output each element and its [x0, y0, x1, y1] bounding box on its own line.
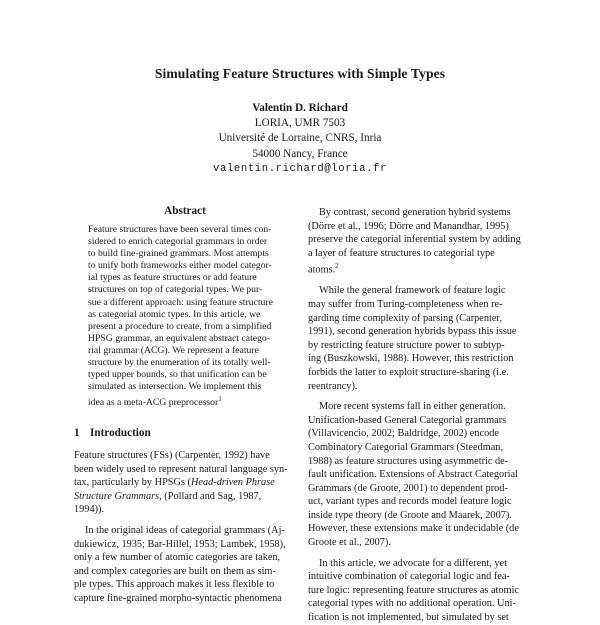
text-line: present a procedure to create, from a simplified: [88, 320, 272, 332]
text-line: Grammars (de Groote, 2001) to dependent prod-: [308, 482, 508, 494]
text-line: uct, variant types and records model feature logic: [308, 496, 512, 508]
text-line: Unification-based General Categorial grammars: [308, 414, 507, 426]
author-affiliation-2: Université de Lorraine, CNRS, Inria: [218, 132, 382, 145]
text-line: preserve the categorial inferential system by adding: [308, 234, 521, 246]
section-number: 1: [74, 427, 80, 439]
text-line: as categorial atomic types. In this article, we: [88, 308, 261, 320]
text-line: inside type theory (de Groote and Maarek, 2007).: [308, 509, 512, 521]
text-line: a layer of feature structures to categorial type: [308, 247, 495, 259]
right-column-body: [308, 206, 530, 625]
paragraph: [308, 206, 530, 277]
section-heading: [74, 427, 151, 439]
text-line: Groote et al., 2007).: [308, 537, 391, 549]
text-line: typed upper bounds, so that unification can be: [88, 369, 267, 381]
section-title: Introduction: [90, 427, 151, 439]
text-line: ial types as feature structures or add feature: [88, 272, 257, 284]
author-affiliation: LORIA, UMR 7503: [254, 117, 346, 130]
body-line: Feature structures (FSs) (Carpenter, 1992) have: [74, 450, 270, 461]
text-line: 1991), second generation hybrids bypass this issue: [308, 326, 517, 338]
text-line: to build fine-grained grammars. Most attempts: [88, 248, 269, 260]
body-line: tax, particularly by HPSGs (Head-driven Phrase: [74, 477, 275, 489]
text-line: HPSG grammar, an equivalent abstract catego-: [88, 332, 270, 344]
text-line: reentrancy).: [308, 380, 358, 392]
text-line: In the original ideas of categorial grammars (Aj-: [85, 524, 285, 536]
text-line: capture fine-grained morpho-syntactic phenomena: [74, 592, 282, 604]
author-name: Valentin D. Richard: [252, 102, 348, 114]
text-line: idea as a meta-ACG preprocessor$^1$: [88, 395, 222, 409]
text-line: dukiewicz, 1935; Bar-Hillel, 1953; Lambek, 1958),: [74, 538, 286, 550]
text-line: ple types. This approach makes it less flexible to: [74, 579, 275, 591]
text-line: ture logic: representing feature structures as atomic: [308, 584, 520, 596]
abstract-text: [88, 224, 284, 410]
abstract-heading: Abstract: [164, 205, 206, 217]
paper-title: Simulating Feature Structures with Simple Types: [154, 66, 446, 81]
paragraph: [308, 284, 530, 393]
author-email[interactable]: valentin.richard@loria.fr: [213, 162, 387, 175]
text-line: While the general framework of feature logic: [319, 285, 506, 297]
text-line: Combinatory Categorial Grammars (Steedman,: [308, 441, 504, 453]
paragraph: [74, 524, 296, 606]
text-line: sue a different approach: using feature structure: [88, 296, 273, 308]
text-line: 1988) as feature structures using asymmetric de-: [308, 455, 509, 467]
text-line: fication is not implemented, but simulated by set: [308, 612, 509, 624]
text-line: (Dörre et al., 1996; Dörre and Manandhar, 1995): [308, 220, 509, 232]
footnote-mark[interactable]: 1: [218, 395, 222, 404]
text-line: In this article, we advocate for a different, yet: [319, 557, 507, 569]
text-line: However, these extensions make it undecidable (de: [308, 523, 519, 535]
text-line: structures on top of categorial types. We pur-: [88, 284, 263, 296]
text-line: by restricting feature structure power to subtyp-: [308, 339, 505, 351]
footnote-mark[interactable]: 2: [335, 262, 339, 271]
text-line: structure by the enumeration of its totally well-: [88, 357, 271, 369]
text-line: intuitive combination of categorial logic and fea-: [308, 571, 510, 583]
text-line: may suffer from Turing-completeness when re-: [308, 298, 503, 310]
text-line: More recent systems fall in either generation.: [319, 401, 506, 413]
emphasis-text: Structure Grammars: [74, 490, 160, 502]
text-line: sidered to enrich categorial grammars in order: [88, 236, 268, 248]
body-line: been widely used to represent natural language syn-: [74, 463, 288, 475]
emphasis-text: Head-driven Phrase: [190, 477, 275, 489]
body-line: Structure Grammars, (Pollard and Sag, 1987,: [74, 490, 262, 502]
text-line: By contrast, second generation hybrid systems: [319, 207, 511, 218]
body-line: 1994)).: [74, 504, 105, 516]
text-line: to unify both frameworks either model categor-: [88, 260, 272, 272]
text-line: (Villavicencio, 2002; Baldridge, 2002) encode: [308, 428, 499, 440]
author-address: 54000 Nancy, France: [252, 147, 348, 160]
text-line: fault unification. Extensions of Abstract Categorial: [308, 469, 518, 481]
paragraph: [308, 557, 530, 625]
left-column-body: [74, 449, 296, 606]
paragraph: [308, 400, 530, 550]
text-line: and complex categories are built on them as sim-: [74, 565, 276, 577]
text-line: simulated as intersection. We implement this: [88, 381, 262, 393]
text-line: garding time complexity of parsing (Carpenter,: [308, 312, 503, 324]
text-line: categorial types with no additional operation. Uni-: [308, 598, 516, 610]
text-line: atoms.$^2$: [308, 262, 339, 276]
text-line: ing (Buszkowski, 1988). However, this restriction: [308, 353, 514, 365]
text-line: only a few number of atomic categories are taken,: [74, 552, 281, 564]
author-block: [0, 101, 600, 177]
text-line: Feature structures have been several times con-: [88, 224, 272, 235]
text-line: rial grammar (ACG). We represent a feature: [88, 344, 259, 356]
text-line: forbids the latter to exploit structure-sharing (i.e.: [308, 366, 509, 378]
